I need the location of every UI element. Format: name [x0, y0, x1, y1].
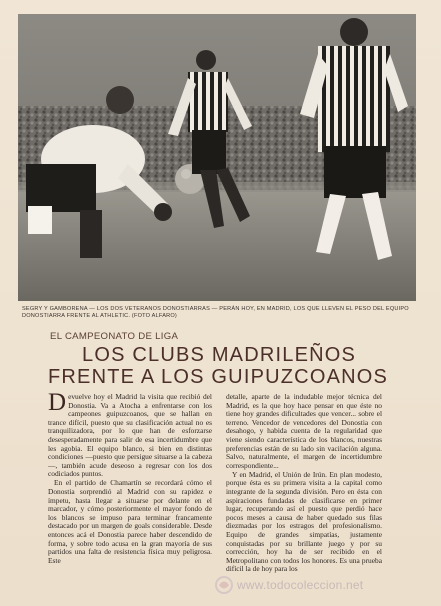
headline-line-2: FRENTE A LOS GUIPUZCOANOS — [48, 366, 389, 388]
article-left-column — [48, 393, 212, 601]
section-kicker: EL CAMPEONATO DE LIGA — [50, 331, 179, 342]
football-match-photo — [18, 14, 416, 301]
article-paragraph: detalle, aparte de la indudable mejor técnica del Madrid, es la que hoy hace pensar en que éste no tiene hoy grandes dificultades que vencer... sobre el terreno. Vencedor de vencedores del Donostia con desahogo, y habida cuenta de la regularidad que viene siendo característica de los blancos, nuestras preferencias están de su lado sin vacilación alguna. Salvo, naturalmente, el margen de incertidumbre correspondiente... — [226, 393, 382, 470]
photo-caption: SEGRY Y GAMBORENA — LOS DOS VETERANOS DONOSTIARRAS — PERÁN HOY, EN MADRID, LOS QUE LLEVEN EL PESO DEL EQUIPO DONOSTIARRA FRENTE AL ATHLETIC. (FOTO ALFARO) — [22, 306, 409, 320]
watermark — [214, 574, 430, 596]
article-paragraph: Y en Madrid, el Unión de Irún. En plan modesto, porque ésta es su primera visita a la capital como integrante de la segunda división. Pero en ésta con aspiraciones fundadas de clasificarse en primer lugar, recuperando así el puesto que perdió hace pocos meses a causa de haber quedado sus filas diezmadas por los estragos del profesionalismo. Equipo de grandes simpatías, justamente conquistadas por su brillante juego y por su corrección, hoy ha de ser recibido en el Metropolitano con todos los honores. Es una prueba difícil la de hoy para los — [226, 469, 382, 574]
article-paragraph: En el partido de Chamartín se recordará cómo el Donostia sorprendió al Madrid con su rapidez e ímpetu, hasta llegar a situarse por delante en el marcador, y cómo posteriormente el mayor fondo de los blancos se impuso para terminar francamente destacado por un margen de goals considerable. Desde entonces acá el Donostia parece haber descendido de forma, y sobre todo acusa en la gran mayoría de sus partidos una falta de resistencia física muy peligrosa. Este — [48, 478, 212, 565]
paragraph-text: evuelve hoy el Madrid la visita que recibió del Donostia. Va a Atocha a enfrentarse con los campeones guipuzcoanos, que se hallan en trance difícil, puesto que su clasificación actual no es tranquilizadora, por lo que han de esforzarse desesperadamente para salir de esa incertidumbre que les agobia. El equipo blanco, si bien en distintas condiciones —puesto que persigue situarse a la cabeza—, también acude deseoso a regresar con los dos codiciados puntos. — [48, 393, 212, 479]
article-right-column — [226, 393, 382, 601]
article-paragraph — [48, 393, 212, 479]
todocoleccion-logo-icon — [214, 575, 234, 595]
headline-line-1: LOS CLUBS MADRILEÑOS — [82, 344, 357, 366]
watermark-text: www.todocoleccion.net — [237, 578, 364, 592]
drop-cap: D — [48, 393, 67, 416]
match-photo-illustration — [18, 14, 416, 301]
